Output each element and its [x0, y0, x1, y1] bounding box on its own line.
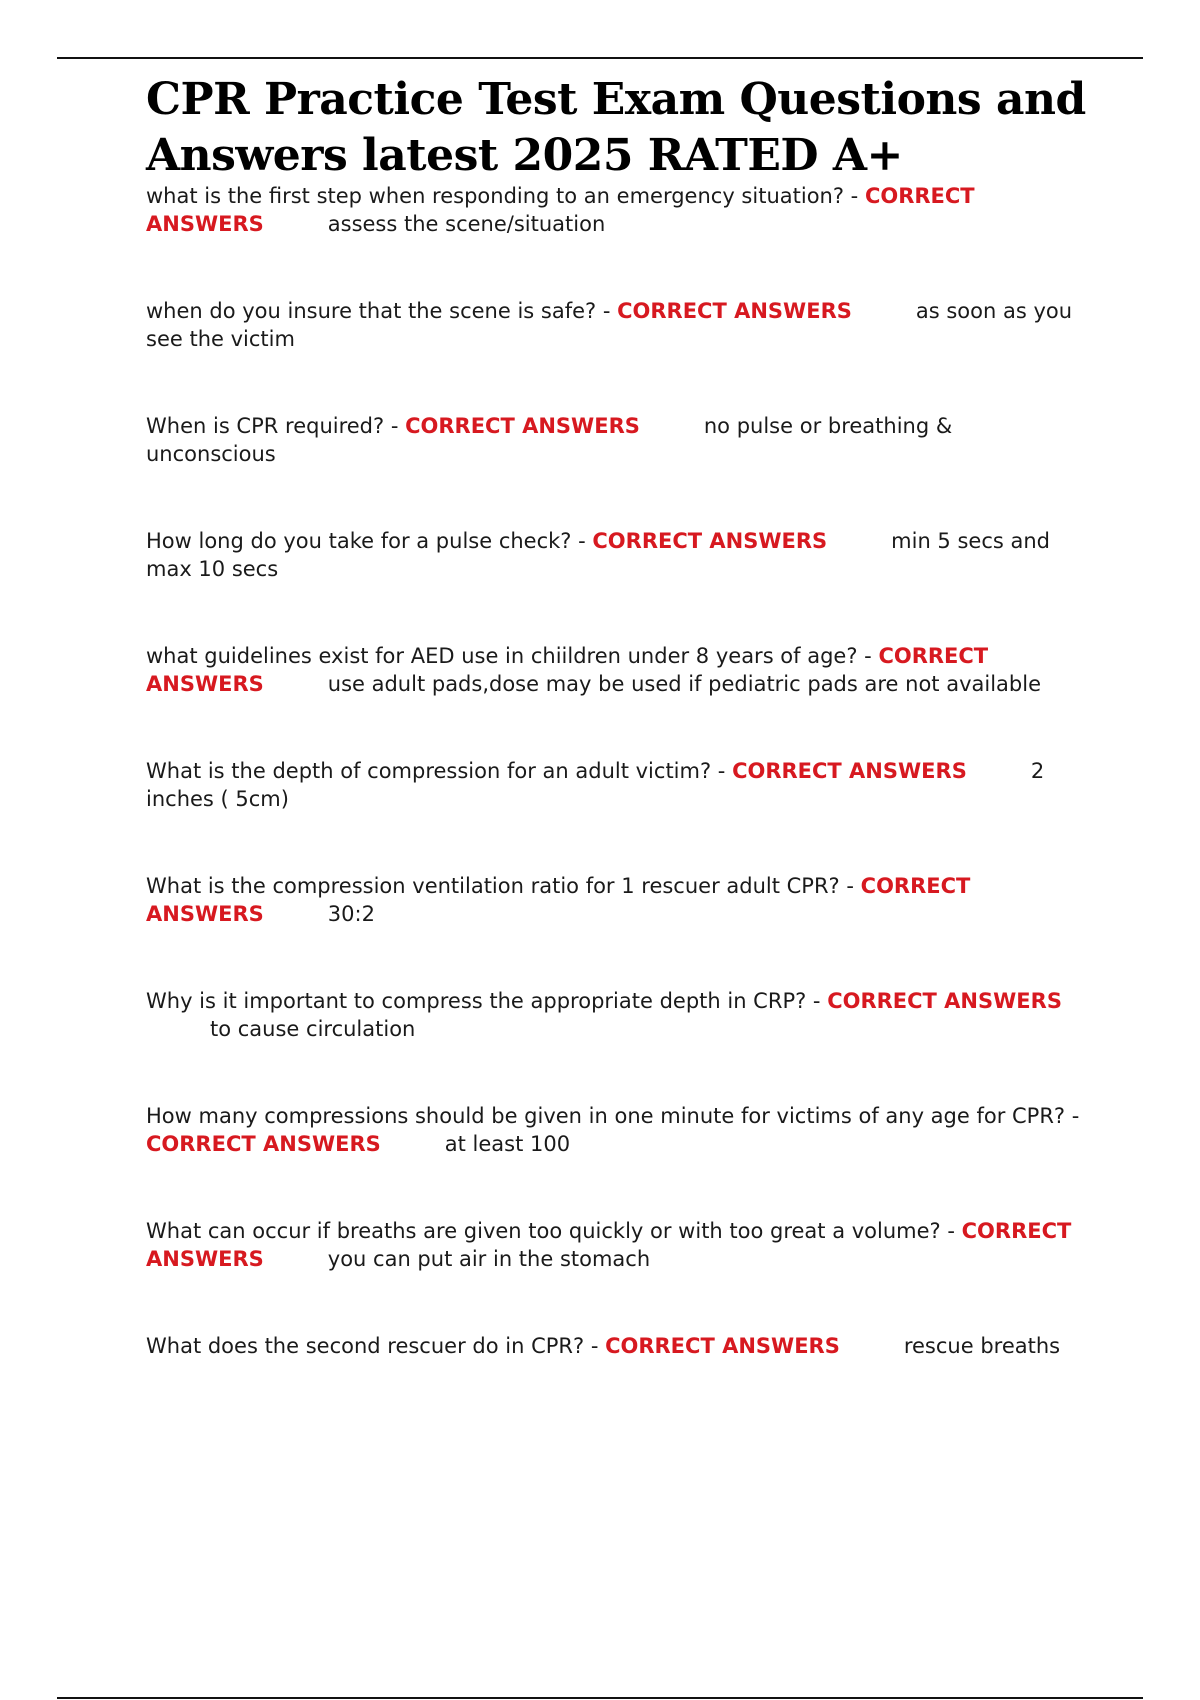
answer-text: to cause circulation: [210, 1017, 416, 1041]
title-line-1: CPR Practice Test Exam Questions and: [146, 74, 1086, 125]
qa-item: [146, 297, 1086, 353]
document-page: [146, 72, 1086, 1360]
separator: -: [384, 414, 406, 438]
answer-text: at least 100: [444, 1132, 571, 1156]
correct-answers-label: CORRECT ANSWERS: [405, 414, 640, 438]
answer-text: as soon as you see the victim: [146, 299, 1073, 351]
qa-item: [146, 527, 1086, 583]
separator: -: [940, 1219, 962, 1243]
title-line-2: Answers latest 2025 RATED A+: [146, 130, 903, 181]
separator: -: [571, 529, 593, 553]
qa-item: [146, 182, 1086, 238]
answer-text: assess the scene/situation: [327, 212, 606, 236]
qa-item: [146, 757, 1086, 813]
correct-answers-label: CORRECT ANSWERS: [146, 644, 989, 696]
qa-item: [146, 987, 1086, 1043]
question-text: What does the second rescuer do in CPR?: [146, 1334, 585, 1358]
question-text: What can occur if breaths are given too quickly or with too great a volume?: [146, 1219, 941, 1243]
correct-answers-label: CORRECT ANSWERS: [592, 529, 828, 553]
question-text: When is CPR required?: [146, 414, 385, 438]
question-text: What is the depth of compression for an adult victim?: [146, 759, 712, 783]
separator: -: [839, 874, 861, 898]
question-text: what guidelines exist for AED use in chiildren under 8 years of age?: [146, 644, 858, 668]
answer-text: you can put air in the stomach: [327, 1247, 651, 1271]
qa-item: [146, 872, 1086, 928]
separator: -: [844, 184, 865, 208]
question-text: Why is it important to compress the appropriate depth in CRP?: [146, 989, 807, 1013]
qa-item: [146, 412, 1086, 468]
question-text: How many compressions should be given in one minute for victims of any age for CPR?: [146, 1104, 1066, 1128]
qa-item: [146, 1217, 1086, 1273]
correct-answers-label: CORRECT ANSWERS: [732, 759, 967, 783]
separator: -: [806, 989, 828, 1013]
answer-text: no pulse or breathing & unconscious: [146, 414, 953, 466]
separator: -: [1065, 1104, 1080, 1128]
correct-answers-label: CORRECT ANSWERS: [617, 299, 852, 323]
question-text: when do you insure that the scene is safe?: [146, 299, 597, 323]
qa-item: [146, 642, 1086, 698]
correct-answers-label: CORRECT ANSWERS: [146, 874, 971, 926]
answer-text: rescue breaths: [903, 1334, 1061, 1358]
separator: -: [596, 299, 618, 323]
qa-item: [146, 1102, 1086, 1158]
correct-answers-label: CORRECT ANSWERS: [146, 1219, 1072, 1271]
correct-answers-label: CORRECT ANSWERS: [146, 184, 975, 236]
correct-answers-label: CORRECT ANSWERS: [146, 1132, 381, 1156]
qa-item: [146, 1332, 1086, 1360]
answer-text: 2 inches ( 5cm): [146, 759, 1045, 811]
question-text: What is the compression ventilation ratio for 1 rescuer adult CPR?: [146, 874, 840, 898]
answer-text: 30:2: [327, 902, 375, 926]
answer-text: use adult pads,dose may be used if pediatric pads are not available: [327, 672, 1041, 696]
question-text: what is the first step when responding to an emergency situation?: [146, 184, 844, 208]
separator: -: [711, 759, 733, 783]
separator: -: [857, 644, 879, 668]
top-divider: [57, 57, 1143, 59]
correct-answers-label: CORRECT ANSWERS: [827, 989, 1062, 1013]
document-title: [146, 72, 1086, 184]
qa-list: [146, 182, 1086, 1360]
bottom-divider: [57, 1697, 1143, 1699]
separator: -: [584, 1334, 606, 1358]
answer-text: min 5 secs and max 10 secs: [146, 529, 1050, 581]
correct-answers-label: CORRECT ANSWERS: [605, 1334, 840, 1358]
question-text: How long do you take for a pulse check?: [146, 529, 572, 553]
